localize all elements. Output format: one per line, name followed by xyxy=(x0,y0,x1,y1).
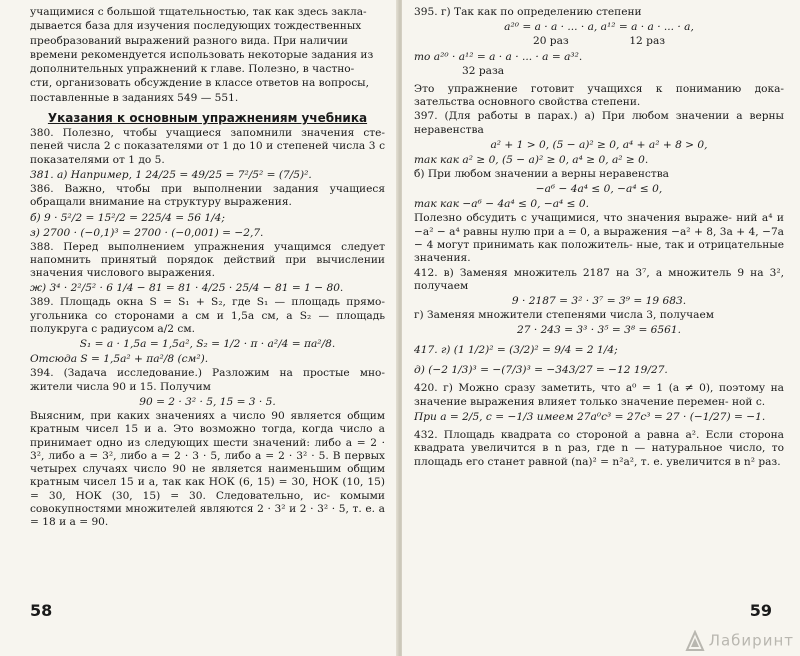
exercise-394-text: Выясним, при каких значениях a число 90 является общим кратным чисел 15 и a. Это возможно тогда, когда число a принимает одно из следующих шести значений: либо a = 2 · 3², либо a = 3², либо a = 2 · 3 · 5, либо a = 2 · 3² · 5. В первых четырех случаях число 90 не является наименьшим общим кратным чисел 15 и a, так как НОК (6, 15) = 30, НОК (10, 15) = 30, НОК (30, 15) = 30. Следовательно, ис- комыми совокупностями множителей являются 2 · 3² и 2 · 3² · 5, т. е. a = 18 и a = 90. xyxy=(30,409,385,529)
equation-397c: −a⁶ − 4a⁴ ≤ 0, −a⁴ ≤ 0, xyxy=(535,183,663,196)
left-page xyxy=(0,0,398,656)
exercise-395: 395. г) Так как по определению степени xyxy=(414,6,642,18)
intro-line-5: дополнительных упражнений к главе. Полезно, в частно- xyxy=(30,63,355,76)
equation-397d: так как −a⁶ − 4a⁴ ≤ 0, −a⁴ ≤ 0. xyxy=(414,198,589,211)
exercise-388: 388. Перед выполнением упражнения учащимся следует напомнить принятый порядок действий при вычислении значения числового выражения. xyxy=(30,240,385,280)
equation-389b: Отсюда S = 1,5a² + πa²/8 (см²). xyxy=(30,353,209,366)
exercise-381: 381. а) Например, 1 24/25 = 49/25 = 7²/5² = (7/5)². xyxy=(30,168,312,181)
exercise-420: 420. г) Можно сразу заметить, что a⁰ = 1 (a ≠ 0), поэтому на значение выражения влияет только значение перемен- ной c. xyxy=(414,382,784,408)
equation-395b: то a²⁰ · a¹² = a · a · ... · a = a³². xyxy=(414,50,583,63)
exercise-397: 397. (Для работы в парах.) а) При любом значении a верны неравенства xyxy=(414,110,784,136)
intro-line-3: преобразований выражений разного вида. При наличии xyxy=(30,34,348,47)
under-12-raz: 12 раз xyxy=(629,35,666,48)
equation-395a: a²⁰ = a · a · ... · a, a¹² = a · a · ... · a, xyxy=(504,21,694,34)
equation-395b-under: 32 раза xyxy=(462,64,505,77)
exercise-397b: б) При любом значении a верны неравенства xyxy=(414,168,669,181)
intro-line-1: учащимися с большой тщательностью, так как здесь закла- xyxy=(30,6,367,18)
equation-412a: 9 · 2187 = 3² · 3⁷ = 3⁹ = 19 683. xyxy=(511,295,687,308)
exercise-412: 412. в) Заменяя множитель 2187 на 3⁷, а множитель 9 на 3², получаем xyxy=(414,266,784,292)
exercise-395-note: Это упражнение готовит учащихся к пониманию дока- зательства основного свойства степени. xyxy=(414,82,784,109)
exercise-432: 432. Площадь квадрата со стороной a равна a². Если сторона квадрата увеличится в n раз, где n — натуральное число, то площадь его станет равной (na)² = n²a², т. е. увеличится в n² раз. xyxy=(414,429,784,468)
equation-389: S₁ = a · 1,5a = 1,5a², S₂ = 1/2 · π · a²/4 = πa²/8. xyxy=(79,338,336,351)
intro-line-2: дывается база для изучения последующих тождественных xyxy=(30,20,362,33)
equation-397a: a² + 1 > 0, (5 − a)² ≥ 0, a⁴ + a² + 8 > 0, xyxy=(490,139,708,152)
equation-412b: 27 · 243 = 3³ · 3⁵ = 3⁸ = 6561. xyxy=(516,324,682,337)
equation-386b: б) 9 · 5²/2 = 15²/2 = 225/4 = 56 1/4; xyxy=(30,211,225,224)
page-number-right: 59 xyxy=(749,601,772,620)
exercise-394: 394. (Задача исследование.) Разложим на простые мно- жители числа 90 и 15. Получим xyxy=(30,367,385,393)
right-page xyxy=(402,0,800,656)
under-20-raz: 20 раз xyxy=(532,35,569,48)
intro-line-4: времени рекомендуется использовать некоторые задания из xyxy=(30,48,374,61)
exercise-397-note: Полезно обсудить с учащимися, что значения выраже- ний a⁴ и −a² − a⁴ равны нулю при a = 0, а выражения −a² + 8, 3a + 4, −7a − 4 могут принимать как положитель- ные, так и отрицательные значения. xyxy=(414,212,784,265)
exercise-389: 389. Площадь окна S = S₁ + S₂, где S₁ — площадь прямо- угольника со сторонами a см и 1,5a см, а S₂ — площадь полукруга с радиусом a/2 см. xyxy=(30,296,385,336)
intro-line-7: поставленные в заданиях 549 — 551. xyxy=(30,91,239,104)
equation-420: При a = 2/5, c = −1/3 имеем 27a⁰c³ = 27c³ = 27 · (−1/27) = −1. xyxy=(414,411,766,424)
equation-386z: з) 2700 · (−0,1)³ = 2700 · (−0,001) = −2,7. xyxy=(30,226,264,239)
equation-394: 90 = 2 · 3² · 5, 15 = 3 · 5. xyxy=(139,395,276,408)
watermark-text: Лабиринт xyxy=(708,631,794,650)
section-heading: Указания к основным упражнениям учебника xyxy=(47,111,368,126)
equation-395a-under xyxy=(414,35,784,48)
equation-397b: так как a² ≥ 0, (5 − a)² ≥ 0, a⁴ ≥ 0, a² ≥ 0. xyxy=(414,154,649,167)
watermark-logo xyxy=(684,630,794,652)
exercise-412g: г) Заменяя множители степенями числа 3, получаем xyxy=(414,309,714,322)
labirint-icon xyxy=(684,630,706,652)
equation-417d: д) (−2 1/3)³ = −(7/3)³ = −343/27 = −12 19/27. xyxy=(414,364,668,377)
equation-417g: 417. г) (1 1/2)² = (3/2)² = 9/4 = 2 1/4; xyxy=(414,344,618,357)
intro-line-6: сти, организовать обсуждение в классе ответов на вопросы, xyxy=(30,77,369,90)
page-number-left: 58 xyxy=(30,601,53,620)
left-column xyxy=(30,6,385,531)
exercise-386: 386. Важно, чтобы при выполнении задания учащиеся обращали внимание на структуру выражения. xyxy=(30,182,385,209)
right-column xyxy=(414,6,784,470)
exercise-380: 380. Полезно, чтобы учащиеся запомнили значения сте- пеней числа 2 с показателями от 1 до 10 и степеней числа 3 с показателями от 1 до 5. xyxy=(30,127,385,166)
equation-388: ж) 3⁴ · 2²/5² · 6 1/4 − 81 = 81 · 4/25 · 25/4 − 81 = 1 − 80. xyxy=(30,282,344,295)
